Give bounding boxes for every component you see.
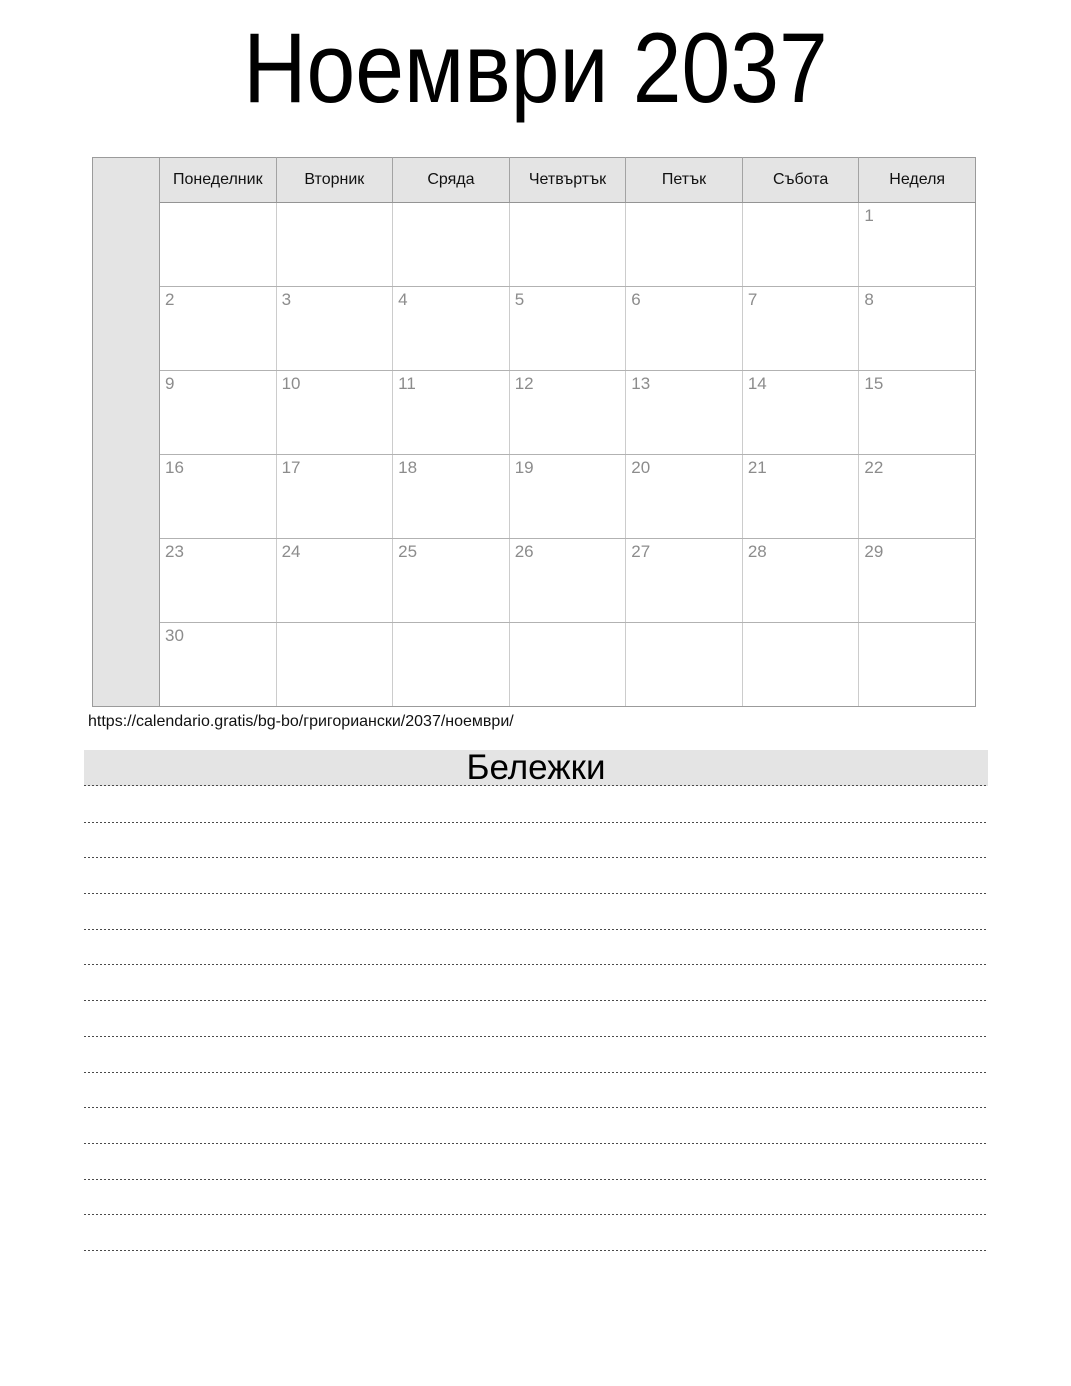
day-number: 7: [747, 290, 758, 309]
day-cell: [509, 287, 626, 371]
note-line: [84, 1001, 988, 1037]
day-number: 4: [398, 290, 408, 309]
day-number: 30: [165, 626, 184, 645]
day-cell: [859, 539, 976, 623]
day-cell: [509, 455, 626, 539]
day-number: 29: [864, 542, 884, 561]
day-number: 6: [631, 290, 641, 309]
note-line: [84, 965, 988, 1001]
day-cell: [742, 623, 859, 707]
calendar-table: [92, 157, 976, 707]
weekday-header: Петък: [626, 158, 743, 203]
day-number: 11: [398, 374, 416, 393]
day-cell: [509, 371, 626, 455]
day-cell: [626, 371, 743, 455]
day-cell: [276, 455, 393, 539]
note-line: [84, 894, 988, 930]
day-number: 28: [747, 542, 767, 561]
weekday-header: Четвъртък: [509, 158, 626, 203]
day-cell: [276, 623, 393, 707]
day-number: 5: [514, 290, 525, 309]
note-line: [84, 1144, 988, 1180]
note-line: [84, 1215, 988, 1251]
day-cell: [742, 287, 859, 371]
note-line: [84, 930, 988, 966]
day-cell: [859, 203, 976, 287]
day-cell: [742, 455, 859, 539]
day-cell: [626, 623, 743, 707]
day-number: 26: [514, 542, 534, 561]
day-cell: [276, 203, 393, 287]
note-line: [84, 787, 988, 823]
note-line: [84, 1037, 988, 1073]
note-line: [84, 823, 988, 859]
day-cell: [393, 371, 510, 455]
weekday-header-row: [93, 158, 976, 203]
day-number: 16: [165, 458, 184, 477]
weekday-header: Вторник: [276, 158, 393, 203]
day-number: 10: [281, 374, 301, 393]
day-cell: [393, 539, 510, 623]
day-cell: [393, 623, 510, 707]
day-number: 8: [864, 290, 874, 309]
day-number: 27: [631, 542, 651, 561]
day-number: 21: [747, 458, 767, 477]
weekday-header: Неделя: [859, 158, 976, 203]
week-row: [93, 203, 976, 287]
notes-title: Бележки: [466, 748, 606, 787]
day-cell: [742, 203, 859, 287]
day-cell: [742, 539, 859, 623]
day-cell: [160, 371, 277, 455]
day-cell: [160, 287, 277, 371]
day-number: 13: [631, 374, 651, 393]
weekday-header: Понеделник: [160, 158, 277, 203]
day-cell: [509, 623, 626, 707]
day-number: 25: [398, 542, 418, 561]
day-cell: [276, 287, 393, 371]
day-cell: [626, 287, 743, 371]
day-cell: [859, 287, 976, 371]
day-cell: [160, 455, 277, 539]
day-number: 9: [165, 374, 175, 393]
day-cell: [276, 371, 393, 455]
day-cell: [160, 623, 277, 707]
day-cell: [859, 623, 976, 707]
notes-header: [84, 750, 988, 786]
day-cell: [859, 455, 976, 539]
day-cell: [859, 371, 976, 455]
day-cell: [626, 455, 743, 539]
day-number: 18: [398, 458, 418, 477]
note-line: [84, 1180, 988, 1216]
day-cell: [742, 371, 859, 455]
day-number: 22: [864, 458, 884, 477]
day-number: 2: [165, 290, 175, 309]
day-cell: [393, 203, 510, 287]
week-row: [93, 455, 976, 539]
week-row: [93, 539, 976, 623]
week-number-gutter: [93, 158, 160, 707]
day-number: 20: [631, 458, 651, 477]
day-number: 19: [514, 458, 534, 477]
day-cell: [626, 203, 743, 287]
day-number: 3: [281, 290, 292, 309]
source-url: https://calendario.gratis/bg-bo/григориански/2037/ноември/: [88, 713, 514, 730]
week-row: [93, 287, 976, 371]
day-number: 17: [281, 458, 301, 477]
week-row: [93, 371, 976, 455]
day-cell: [509, 203, 626, 287]
weekday-header: Събота: [742, 158, 859, 203]
note-line: [84, 1073, 988, 1109]
notes-lines: [84, 787, 988, 1251]
page-title: Ноември 2037: [243, 12, 828, 123]
note-line: [84, 858, 988, 894]
day-number: 1: [864, 206, 874, 225]
note-line: [84, 1108, 988, 1144]
day-number: 15: [864, 374, 884, 393]
week-row: [93, 623, 976, 707]
day-cell: [160, 203, 277, 287]
day-cell: [509, 539, 626, 623]
day-cell: [393, 287, 510, 371]
day-number: 12: [514, 374, 534, 393]
calendar-container: [92, 157, 976, 707]
weekday-header: Сряда: [393, 158, 510, 203]
day-number: 23: [165, 542, 184, 561]
day-cell: [160, 539, 277, 623]
day-cell: [276, 539, 393, 623]
day-number: 24: [281, 542, 301, 561]
day-number: 14: [747, 374, 767, 393]
day-cell: [393, 455, 510, 539]
day-cell: [626, 539, 743, 623]
